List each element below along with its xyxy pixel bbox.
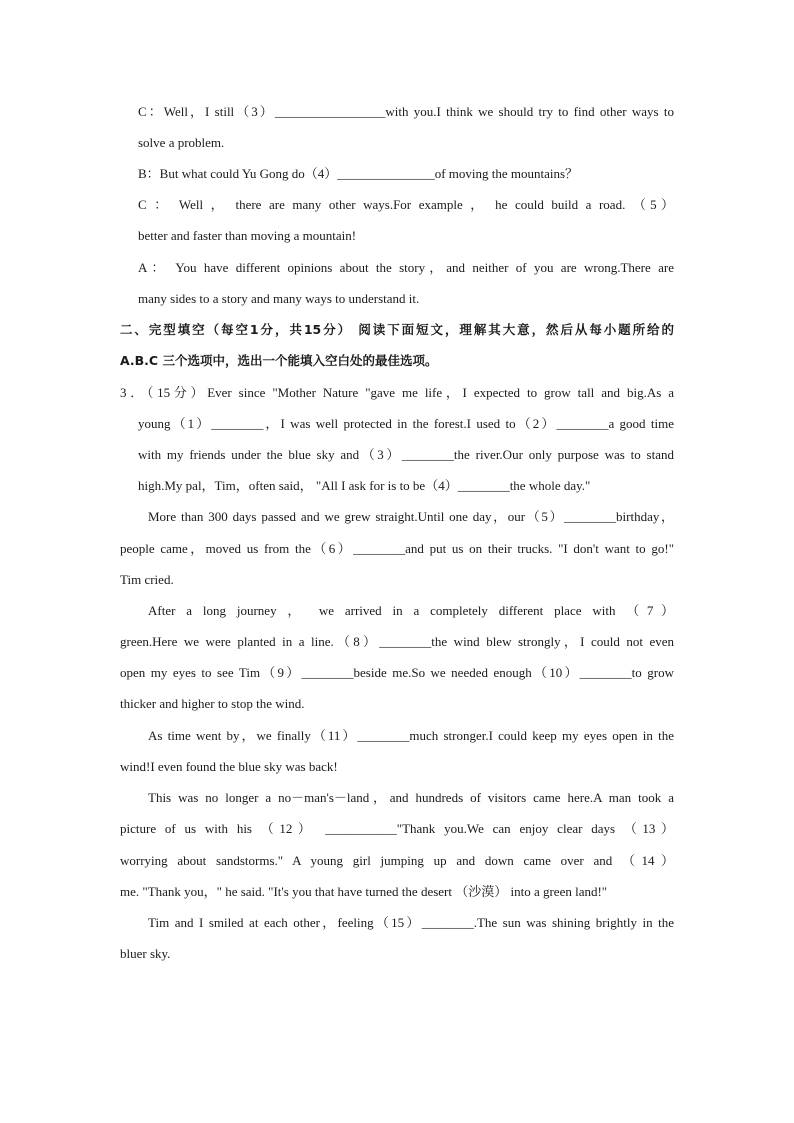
passage-line: As time went by，we finally（11）________much stronger.I could keep my eyes open in the	[148, 728, 674, 743]
dialogue-line-b: B：But what could Yu Gong do（4）_______________of moving the mountains？	[138, 166, 579, 181]
passage-line: with my friends under the blue sky and（3）________the river.Our only purpose was to stand	[138, 447, 674, 462]
passage-line: This was no longer a no－man's－land，and hundreds of visitors came here.A man took a	[148, 790, 674, 805]
dialogue-line-c-2-cont: better and faster than moving a mountain!	[138, 228, 357, 243]
passage-line: green.Here we were planted in a line.（8）________the wind blew strongly，I could not even	[120, 634, 674, 649]
passage-line: picture of us with his （12） ___________"Thank you.We can enjoy clear days （13）	[120, 821, 674, 836]
dialogue-line-a: A： You have different opinions about the story，and neither of you are wrong.There are	[138, 260, 674, 275]
section-heading: 二、完型填空（每空1分，共15分） 阅读下面短文，理解其大意，然后从每小题所给的	[120, 322, 674, 337]
dialogue-line-c-1: C：Well，I still（3）_________________with you.I think we should try to find other ways to	[138, 104, 674, 119]
section-heading-cont: A.B.C 三个选项中，选出一个能填入空白处的最佳选项。	[120, 353, 438, 368]
passage-line: wind!I even found the blue sky was back!	[120, 759, 338, 774]
passage-line: bluer sky.	[120, 946, 171, 961]
passage-line: thicker and higher to stop the wind.	[120, 696, 305, 711]
passage-line: high.My pal，Tim，often said， "All I ask for is to be（4）________the whole day."	[138, 478, 591, 493]
passage-line: people came，moved us from the（6）________and put us on their trucks. "I don't want to go!"	[120, 541, 674, 556]
passage-line: Tim cried.	[120, 572, 174, 587]
passage-line: Tim and I smiled at each other，feeling（15）________.The sun was shining brightly in the	[148, 915, 674, 930]
passage-line: After a long journey ， we arrived in a completely different place with （7）	[148, 603, 674, 618]
dialogue-line-a-cont: many sides to a story and many ways to understand it.	[138, 291, 420, 306]
passage-line: 3．（15分）Ever since "Mother Nature "gave me life，I expected to grow tall and big.As a	[120, 385, 674, 400]
passage-line: open my eyes to see Tim（9）________beside me.So we needed enough（10）________to grow	[120, 665, 674, 680]
passage-line: young（1）________，I was well protected in the forest.I used to（2）________a good time	[138, 416, 674, 431]
dialogue-line-c-2: C ： Well ， there are many other ways.For example ， he could build a road. （5）	[138, 197, 674, 212]
passage-line: me. "Thank you，" he said. "It's you that have turned the desert （沙漠） into a green land!"	[120, 884, 608, 899]
passage-line: More than 300 days passed and we grew straight.Until one day，our（5）________birthday，	[148, 509, 674, 524]
dialogue-line-c-1-cont: solve a problem.	[138, 135, 225, 150]
passage-line: worrying about sandstorms." A young girl jumping up and down came over and （14）	[120, 853, 674, 868]
